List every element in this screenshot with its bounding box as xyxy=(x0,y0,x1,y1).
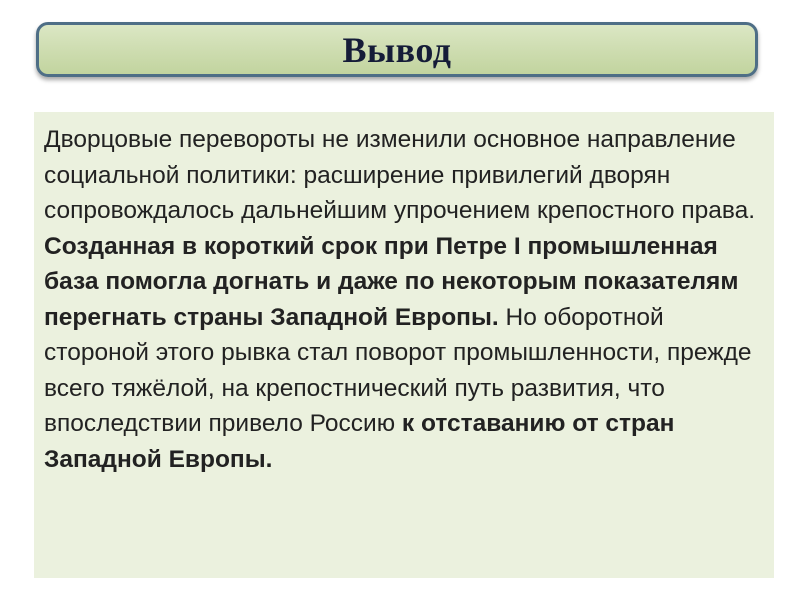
body-text-bold-industrial-base: Созданная в короткий срок при Петре I промышленная база помогла догнать и даже по некоторым показателям перегнать страны Западной Европы. xyxy=(44,232,739,331)
slide-title-banner xyxy=(36,22,758,77)
conclusion-text-box xyxy=(34,112,774,578)
body-text-bold-lag: к отставанию от стран Западной Европы. xyxy=(44,410,675,473)
body-text-consequence: Но оборотной стороной этого рывка стал поворот промышленности, прежде всего тяжёлой, на крепостнический путь развития, что впоследствии привело Россию xyxy=(44,303,752,437)
body-text-intro: Дворцовые перевороты не изменили основное направление социальной политики: расширение привилегий дворян сопровождалось дальнейшим упрочением крепостного права. xyxy=(44,126,756,224)
slide-title: Вывод xyxy=(342,29,452,70)
conclusion-paragraph xyxy=(44,122,764,477)
